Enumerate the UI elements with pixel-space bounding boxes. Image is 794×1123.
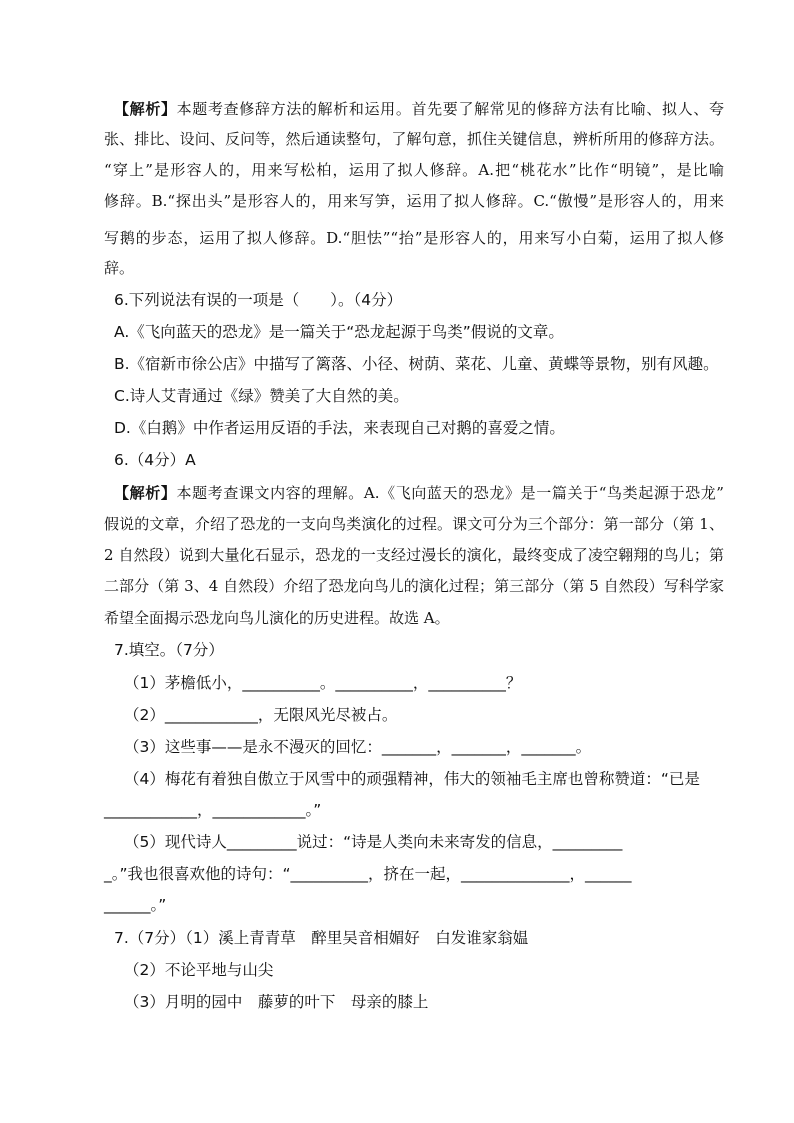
analysis-tag: 【解析】 bbox=[114, 484, 177, 502]
question-7-stem: 7.填空。（7分） bbox=[114, 641, 224, 659]
question-6-option-c: C.诗人艾青通过《绿》赞美了大自然的美。 bbox=[114, 387, 409, 405]
question-6-answer: 6.（4分）A bbox=[114, 451, 196, 469]
analysis-6-line-4: 二部分（第 3、4 自然段）介绍了恐龙向鸟儿的演化过程；第三部分（第 5 自然段）写科学家 bbox=[104, 577, 724, 595]
analysis-6-line-3: 2 自然段）说到大量化石显示，恐龙的一支经过漫长的演化，最终变成了凌空翱翔的鸟儿；第 bbox=[104, 546, 724, 564]
answer-7-line-2: （2）不论平地与山尖 bbox=[124, 961, 274, 979]
question-6-option-b: B.《宿新市徐公店》中描写了篱落、小径、树荫、菜花、儿童、黄蝶等景物，别有风趣。 bbox=[114, 355, 719, 373]
question-7-item-3: （3）这些事——是永不漫灭的回忆：_______，_______，_______。 bbox=[124, 738, 592, 756]
analysis-text: 本题考查修辞方法的解析和运用。首先要了解常见的修辞方法有比喻、拟人、夸 bbox=[176, 100, 724, 118]
question-6-option-d: D.《白鹅》中作者运用反语的手法，来表现自己对鹅的喜爱之情。 bbox=[114, 419, 565, 437]
analysis-tag: 【解析】 bbox=[114, 100, 177, 118]
question-7-item-2: （2）____________，无限风光尽被占。 bbox=[124, 706, 398, 724]
analysis-5-line-1 bbox=[114, 99, 724, 119]
analysis-5-line-3: “穿上”是形容人的，用来写松柏，运用了拟人修辞。A.把“桃花水”比作“明镜”，是比喻 bbox=[104, 161, 724, 179]
analysis-5-line-4: 修辞。B.“探出头”是形容人的，用来写笋，运用了拟人修辞。C.“傲慢”是形容人的，用来 bbox=[104, 192, 724, 210]
analysis-6-line-2: 假说的文章，介绍了恐龙的一支向鸟类演化的过程。课文可分为三个部分：第一部分（第 1、 bbox=[104, 515, 724, 533]
analysis-6-line-1 bbox=[114, 483, 724, 503]
question-7-item-4: （4）梅花有着独自傲立于风雪中的顽强精神，伟大的领袖毛主席也曾称赞道：“已是 bbox=[124, 770, 700, 788]
answer-7-line-1: 7.（7分）（1）溪上青青草 醉里吴音相媚好 白发谁家翁媪 bbox=[114, 929, 529, 947]
question-6-stem: 6.下列说法有误的一项是（ ）。（4分） bbox=[114, 291, 403, 309]
analysis-text: 本题考查课文内容的理解。A.《飞向蓝天的恐龙》是一篇关于“鸟类起源于恐龙” bbox=[176, 484, 724, 502]
question-6-option-a: A.《飞向蓝天的恐龙》是一篇关于“恐龙起源于鸟类”假说的文章。 bbox=[114, 323, 564, 341]
analysis-5-line-5: 写鹅的步态，运用了拟人修辞。D.“胆怯”“抬”是形容人的，用来写小白菊，运用了拟人修 bbox=[104, 229, 724, 247]
question-7-item-5-cont: _。”我也很喜欢他的诗句：“__________，挤在一起，______________，______ bbox=[104, 865, 632, 883]
answer-7-line-3: （3）月明的园中 藤萝的叶下 母亲的膝上 bbox=[124, 993, 429, 1011]
question-7-item-5-cont-2: ______。” bbox=[104, 896, 167, 914]
analysis-6-line-5: 希望全面揭示恐龙向鸟儿演化的历史进程。故选 A。 bbox=[104, 609, 450, 627]
question-7-item-1: （1）茅檐低小，__________。__________，__________？ bbox=[124, 674, 522, 692]
analysis-5-line-6: 辞。 bbox=[104, 259, 135, 277]
question-7-item-4-cont: ____________，____________。” bbox=[104, 801, 322, 819]
question-7-item-5: （5）现代诗人_________说过：“诗是人类向未来寄发的信息，_________ bbox=[124, 833, 623, 851]
analysis-5-line-2: 张、排比、设问、反问等，然后通读整句，了解句意，抓住关键信息，辨析所用的修辞方法。 bbox=[104, 130, 724, 148]
